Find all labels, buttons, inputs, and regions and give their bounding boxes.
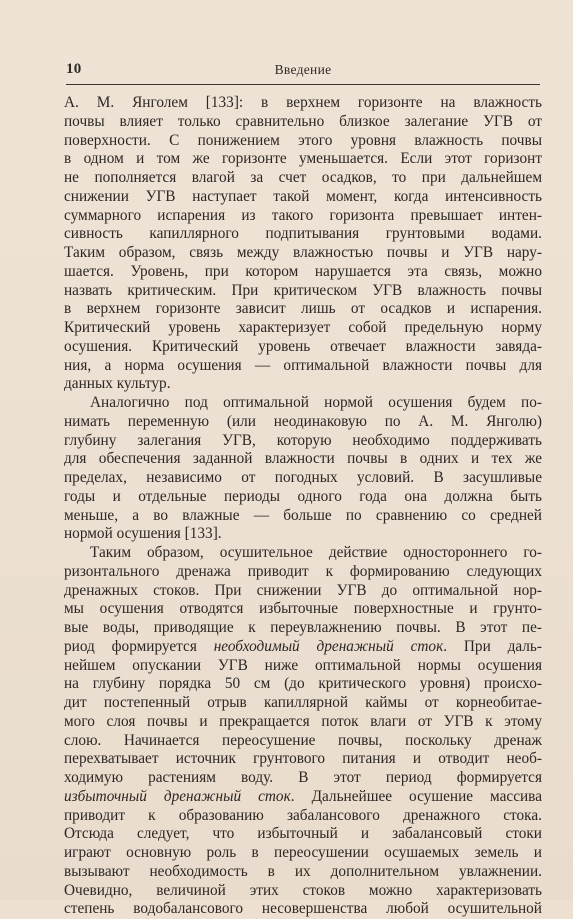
text-line: шается. Уровень, при котором нарушается эта связь, можно bbox=[64, 262, 542, 280]
text-line: назвать критическим. При критическом УГВ влажность почвы bbox=[64, 281, 542, 299]
text-line: Критический уровень характеризует собой предельную норму bbox=[64, 319, 542, 336]
header-rule bbox=[66, 84, 540, 85]
text-line: играют основную роль в переосушении осушаемых земель и bbox=[64, 844, 542, 861]
text-segment: . Дальнейшее осушение массива bbox=[290, 787, 542, 805]
text-line: глубину залегания УГВ, которую необходимо поддерживать bbox=[64, 431, 542, 449]
text-line: А. М. Янголем [133]: в верхнем горизонте на влажность bbox=[64, 94, 542, 111]
text-line: мого слоя почвы и прекращается поток влаги от УГВ к этому bbox=[64, 712, 542, 730]
paragraph-1 bbox=[64, 94, 542, 394]
text-line: приводит к образованию забалансового дренажного стока. bbox=[64, 806, 542, 824]
paragraph-3 bbox=[64, 544, 542, 919]
text-line: Отсюда следует, что избыточный и забалансовый стоки bbox=[64, 825, 542, 843]
text-line: на глубину порядка 50 см (до критического уровня) происхо- bbox=[64, 675, 542, 693]
text-line: в одном и том же горизонте уменьшается. Если этот горизонт bbox=[64, 150, 542, 168]
text-line: суммарного испарения из такого горизонта превышает интен- bbox=[64, 206, 542, 224]
text-line: нейшем опускании УГВ ниже оптимальной нормы осушения bbox=[64, 656, 542, 674]
text-line: Очевидно, величиной этих стоков можно характеризовать bbox=[64, 881, 542, 899]
text-line: поверхности. С понижением этого уровня влажность почвы bbox=[64, 131, 542, 149]
text-line: Аналогично под оптимальной нормой осушения будем по- bbox=[90, 394, 542, 411]
text-line: вызывают необходимость в их дополнительном увлажнении. bbox=[64, 862, 542, 880]
text-segment: . При даль- bbox=[443, 637, 542, 655]
text-line: дит постепенный отрыв капиллярной каймы от корнеобитае- bbox=[64, 694, 542, 711]
text-line: почвы влияет только сравнительно близкое залегание УГВ от bbox=[64, 112, 542, 130]
text-line: дренажных стоков. При снижении УГВ до оптимальной нор- bbox=[64, 581, 542, 599]
text-line: нормой осушения [133]. bbox=[64, 525, 222, 543]
body-text bbox=[64, 94, 542, 919]
text-line: Таким образом, связь между влажностью почвы и УГВ нару- bbox=[64, 244, 542, 261]
text-line: перехватывает источник грунтового питания и отводит необ- bbox=[64, 750, 542, 768]
text-line: сивность капиллярного подпитывания грунтовыми водами. bbox=[64, 225, 542, 243]
text-line: Таким образом, осушительное действие одностороннего го- bbox=[90, 544, 542, 561]
text-line: вые воды, приводящие к переувлажнению почвы. В этот пе- bbox=[64, 619, 542, 636]
text-line: осушения. Критический уровень отвечает влажности завяда- bbox=[64, 337, 542, 355]
text-line-mixed bbox=[64, 638, 542, 657]
text-line: меньше, а во влажные — больше по сравнению со средней bbox=[64, 506, 542, 524]
text-line: снижении УГВ наступает такой момент, когда интенсивность bbox=[64, 187, 542, 205]
running-head: Введение bbox=[274, 62, 332, 77]
text-line: слою. Начинается переосушение почвы, поскольку дренаж bbox=[64, 731, 542, 749]
text-line: не пополняется влагой за счет осадков, то при дальнейшем bbox=[64, 169, 542, 186]
text-line: данных культур. bbox=[64, 375, 171, 393]
italic-term: избыточный дренажный сток bbox=[64, 787, 291, 805]
text-line: для обеспечения заданной влажности почвы в одних и тех же bbox=[64, 450, 542, 468]
text-line: ходимую растениям воду. В этот период формируется bbox=[64, 769, 542, 786]
text-segment: риод формируется bbox=[64, 637, 214, 655]
text-line: годы и отдельные периоды одного года она должна быть bbox=[64, 487, 542, 505]
italic-term: необходимый дренажный сток bbox=[213, 637, 444, 655]
text-line: нимать переменную (или неодинаковую по А. М. Янголю) bbox=[64, 412, 542, 430]
page-header bbox=[66, 61, 540, 81]
paragraph-2 bbox=[64, 394, 542, 544]
text-line: мы осушения отводятся избыточные поверхностные и грунто- bbox=[64, 600, 542, 618]
text-line: в верхнем горизонте зависит лишь от осадков и испарения. bbox=[64, 300, 542, 318]
text-line: ризонтального дренажа приводит к формированию следующих bbox=[64, 562, 542, 580]
text-line: пределах, независимо от погодных условий. В засушливые bbox=[64, 469, 542, 486]
text-line: ния, а норма осушения — оптимальной влажности почвы для bbox=[64, 356, 542, 374]
page-number: 10 bbox=[66, 61, 82, 77]
text-line-mixed bbox=[64, 788, 542, 807]
text-line: степень водобалансового несовершенства любой осушительной bbox=[64, 900, 542, 918]
